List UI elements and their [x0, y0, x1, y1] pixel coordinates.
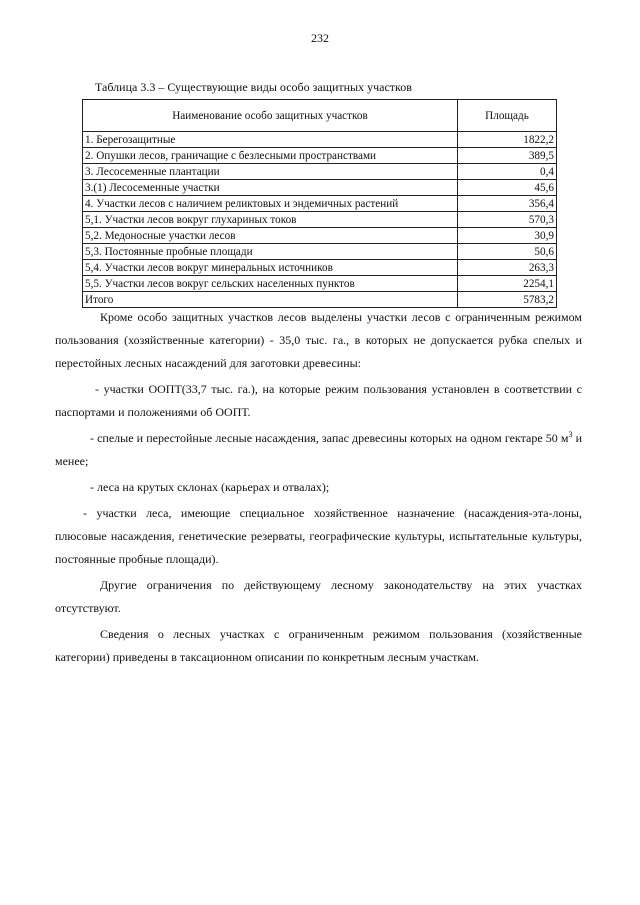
cubic-superscript: 3 — [568, 430, 573, 439]
column-header-area: Площадь — [458, 100, 557, 132]
row-area: 2254,1 — [458, 276, 557, 292]
row-name: 5,1. Участки лесов вокруг глухариных токов — [83, 212, 458, 228]
paragraph-mature-stands-text: - спелые и перестойные лесные насаждения, запас древесины которых на одном гектаре 50 м — [90, 431, 569, 445]
table-row — [83, 180, 557, 196]
table-row — [83, 132, 557, 148]
table-row — [83, 228, 557, 244]
paragraph-mature-stands-end: и менее; — [55, 431, 582, 468]
row-name: 3.(1) Лесосеменные участки — [83, 180, 458, 196]
row-name: 3. Лесосеменные плантации — [83, 164, 458, 180]
protected-areas-table — [82, 99, 557, 308]
row-name: 2. Опушки лесов, граничащие с безлесными пространствами — [83, 148, 458, 164]
total-area: 5783,2 — [458, 292, 557, 308]
row-name: 5,4. Участки лесов вокруг минеральных источников — [83, 260, 458, 276]
paragraph-steep-slopes: - леса на крутых склонах (карьерах и отвалах); — [90, 480, 330, 494]
row-name: 5,2. Медоносные участки лесов — [83, 228, 458, 244]
table-row — [83, 244, 557, 260]
table-row — [83, 260, 557, 276]
row-area: 30,9 — [458, 228, 557, 244]
table-caption: Таблица 3.3 – Существующие виды особо защитных участков — [95, 80, 412, 94]
row-name: 1. Берегозащитные — [83, 132, 458, 148]
body-text — [55, 306, 582, 669]
row-area: 0,4 — [458, 164, 557, 180]
row-name: 5,3. Постоянные пробные площади — [83, 244, 458, 260]
total-label: Итого — [83, 292, 458, 308]
row-name: 5,5. Участки лесов вокруг сельских населенных пунктов — [83, 276, 458, 292]
column-header-name: Наименование особо защитных участков — [83, 100, 458, 132]
table-row — [83, 276, 557, 292]
row-area: 389,5 — [458, 148, 557, 164]
table-row — [83, 148, 557, 164]
table-row — [83, 164, 557, 180]
row-name: 4. Участки лесов с наличием реликтовых и эндемичных растений — [83, 196, 458, 212]
row-area: 1822,2 — [458, 132, 557, 148]
table-header-row — [83, 100, 557, 132]
paragraph-special-purpose: - участки леса, имеющие специальное хозяйственное назначение (насаждения-эта-лоны, плюсовые насаждения, генетические резерваты, географические культуры, испытательные культуры, постоянные пробные площади). — [55, 506, 582, 566]
paragraph-mature-stands — [55, 427, 582, 473]
row-area: 263,3 — [458, 260, 557, 276]
paragraph-other-restrictions: Другие ограничения по действующему лесному законодательству на этих участках отсутствуют. — [55, 578, 582, 615]
table-row — [83, 196, 557, 212]
row-area: 45,6 — [458, 180, 557, 196]
page-number: 232 — [311, 31, 329, 45]
table-row — [83, 212, 557, 228]
paragraph-restricted-areas: Кроме особо защитных участков лесов выделены участки лесов с ограниченным режимом пользования (хозяйственные категории) - 35,0 тыс. га., в которых не допускается рубка спелых и перестойных лесных насаждений для заготовки древесины: — [55, 310, 582, 370]
row-area: 356,4 — [458, 196, 557, 212]
paragraph-taxation-info: Сведения о лесных участках с ограниченным режимом пользования (хозяйственные категории) приведены в таксационном описании по конкретным лесным участкам. — [55, 627, 582, 664]
row-area: 570,3 — [458, 212, 557, 228]
paragraph-oopt: - участки ООПТ(33,7 тыс. га.), на которые режим пользования установлен в соответствии с паспортами и положениями об ООПТ. — [55, 382, 582, 419]
row-area: 50,6 — [458, 244, 557, 260]
